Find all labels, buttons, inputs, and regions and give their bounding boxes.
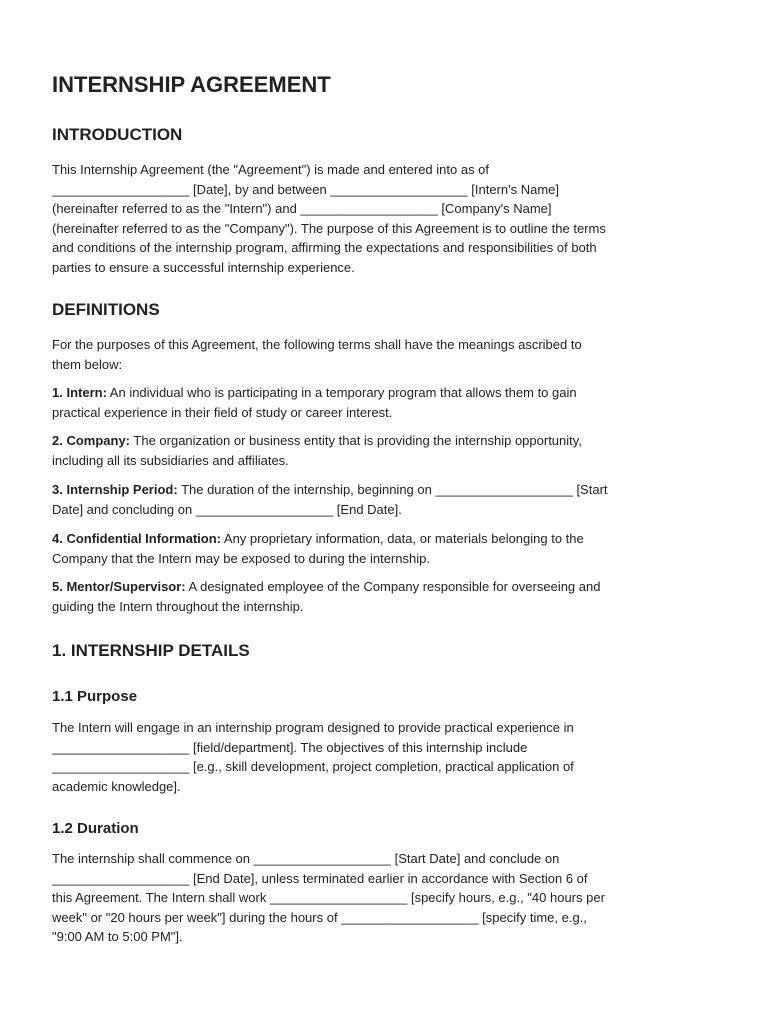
duration-paragraph [52,849,732,947]
definition-item [52,431,732,470]
duration-heading: 1.2 Duration [52,820,139,837]
intro-heading: INTRODUCTION [52,125,183,144]
definition-item [52,480,732,519]
text-line: this Agreement. The Intern shall work ___________________ [specify hours, e.g., "40 hours per [52,890,605,905]
definition-item [52,577,732,616]
text-line: ___________________ [Date], by and between ___________________ [Intern's Name] [52,181,560,197]
text-line: (hereinafter referred to as the "Company"). The purpose of this Agreement is to outline the terms [52,220,606,236]
definition-text: Company that the Intern may be exposed to during the internship. [52,550,430,566]
definition-text: Date] and concluding on ___________________ [End Date]. [52,501,402,517]
text-line: ___________________ [e.g., skill development, project completion, practical application of [52,759,574,774]
document-title: INTERNSHIP AGREEMENT [52,72,331,97]
definition-term: 1. Intern: [52,385,107,400]
details-heading: 1. INTERNSHIP DETAILS [52,641,250,660]
text-line: them below: [52,356,123,372]
definition-term: 3. Internship Period: [52,482,178,497]
purpose-heading: 1.1 Purpose [52,688,138,705]
definition-text: An individual who is participating in a temporary program that allows them to gain [106,385,577,400]
definition-text: The duration of the internship, beginning on ___________________ [Start [177,482,608,497]
definitions-intro [52,335,732,374]
definition-item [52,383,732,422]
definition-text: The organization or business entity that is providing the internship opportunity, [130,433,582,448]
definition-text: A designated employee of the Company responsible for overseeing and [185,579,601,594]
text-line: parties to ensure a successful internship experience. [52,259,355,275]
text-line: "9:00 AM to 5:00 PM"]. [52,929,183,944]
text-line: The Intern will engage in an internship program designed to provide practical experience in [52,720,574,735]
definition-text: Any proprietary information, data, or materials belonging to the [221,531,584,546]
definition-term: 2. Company: [52,433,131,448]
definition-term: 5. Mentor/Supervisor: [52,579,186,594]
purpose-paragraph [52,718,732,796]
text-line: week" or "20 hours per week"] during the hours of ___________________ [specify time, e.g., [52,909,587,925]
text-line: The internship shall commence on ___________________ [Start Date] and conclude on [52,851,560,866]
text-line: (hereinafter referred to as the "Intern") and ___________________ [Company's Name] [52,201,552,216]
text-line: ___________________ [field/department]. The objectives of this internship include [52,739,528,755]
definitions-heading: DEFINITIONS [52,300,160,319]
definition-item [52,529,732,568]
definition-term: 4. Confidential Information: [52,531,221,546]
intro-paragraph [52,160,732,277]
definition-text: including all its subsidiaries and affiliates. [52,452,289,468]
text-line: and conditions of the internship program, affirming the expectations and responsibilities of both [52,240,597,255]
text-line: ___________________ [End Date], unless terminated earlier in accordance with Section 6 of [52,870,588,886]
definition-text: guiding the Intern throughout the internship. [52,598,304,614]
text-line: For the purposes of this Agreement, the following terms shall have the meanings ascribed to [52,337,582,352]
definition-text: practical experience in their field of study or career interest. [52,404,393,420]
text-line: This Internship Agreement (the "Agreement") is made and entered into as of [52,162,490,177]
text-line: academic knowledge]. [52,778,181,794]
